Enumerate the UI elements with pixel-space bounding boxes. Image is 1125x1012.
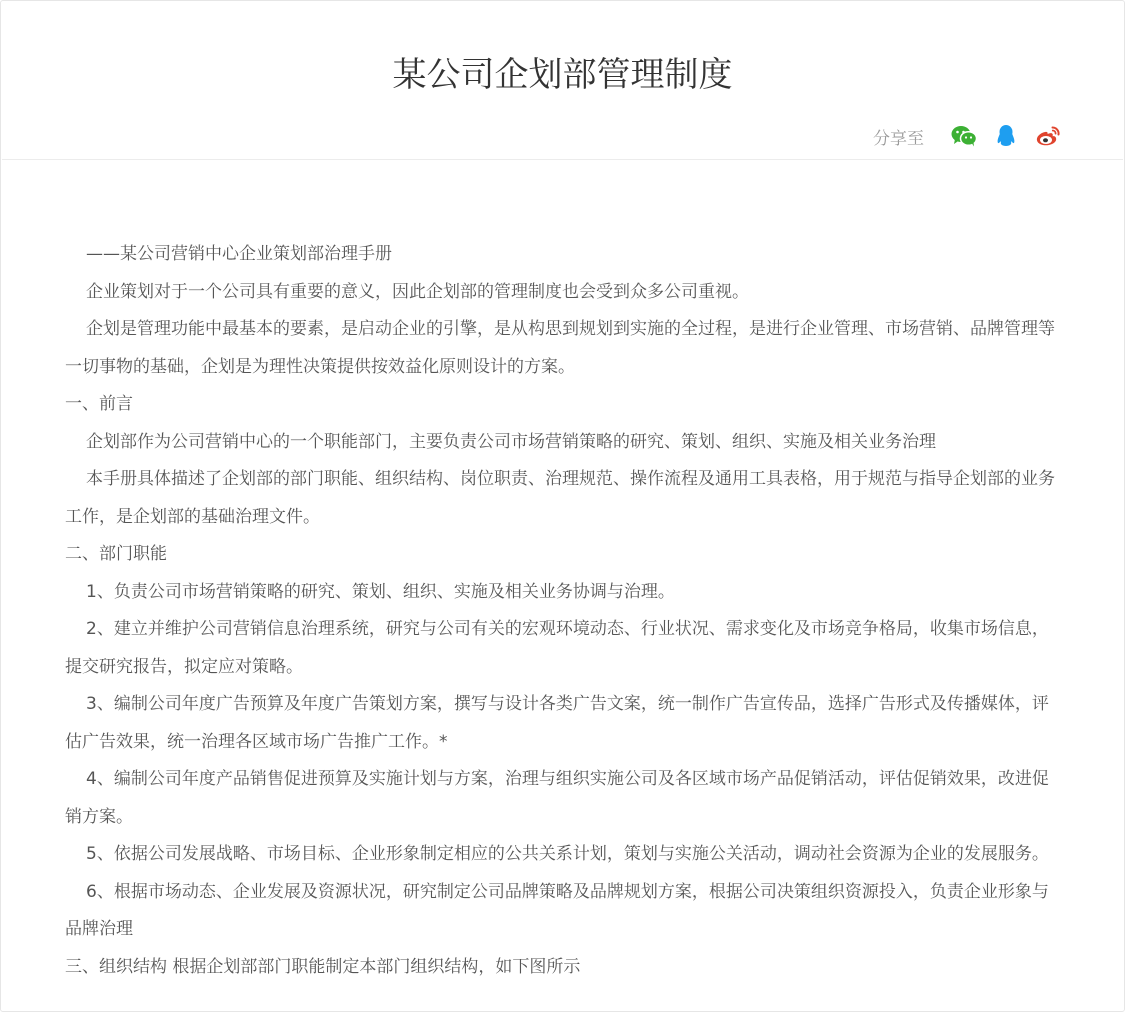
paragraph: 企业策划对于一个公司具有重要的意义，因此企划部的管理制度也会受到众多公司重视。 — [86, 281, 749, 302]
section-heading: 三、组织结构 根据企划部部门职能制定本部门组织结构，如下图所示 — [65, 956, 581, 977]
section-heading: 一、前言 — [65, 394, 133, 414]
paragraph: 本手册具体描述了企划部的部门职能、组织结构、岗位职责、治理规范、操作流程及通用工具表格，用于规范与指导企划部的业务工作，是企划部的基础治理文件。 — [65, 469, 1055, 527]
qq-icon[interactable] — [992, 122, 1020, 150]
paragraph: ——某公司营销中心企业策划部治理手册 — [86, 244, 392, 264]
list-item: 5、依据公司发展战略、市场目标、企业形象制定相应的公共关系计划，策划与实施公关活动，调动社会资源为企业的发展服务。 — [86, 844, 1049, 864]
wechat-icon[interactable] — [950, 122, 978, 150]
share-label: 分享至 — [873, 128, 924, 149]
list-item: 2、建立并维护公司营销信息治理系统，研究与公司有关的宏观环境动态、行业状况、需求变化及市场竞争格局，收集市场信息，提交研究报告，拟定应对策略。 — [65, 619, 1049, 677]
paragraph: 企划是管理功能中最基本的要素，是启动企业的引擎，是从构思到规划到实施的全过程，是进行企业管理、市场营销、品牌管理等一切事物的基础，企划是为理性决策提供按效益化原则设计的方案。 — [65, 319, 1055, 377]
page-title: 某公司企划部管理制度 — [392, 55, 733, 95]
list-item: 4、编制公司年度产品销售促进预算及实施计划与方案，治理与组织实施公司及各区域市场产品促销活动，评估促销效果，改进促销方案。 — [65, 769, 1049, 827]
article-body — [65, 236, 1061, 986]
weibo-icon[interactable] — [1034, 122, 1062, 150]
paragraph: 企划部作为公司营销中心的一个职能部门，主要负责公司市场营销策略的研究、策划、组织、实施及相关业务治理 — [86, 431, 936, 452]
header-divider — [2, 159, 1123, 160]
section-heading: 二、部门职能 — [65, 544, 167, 564]
share-bar — [873, 121, 1062, 151]
list-item: 6、根据市场动态、企业发展及资源状况，研究制定公司品牌策略及品牌规划方案，根据公司决策组织资源投入，负责企业形象与品牌治理 — [65, 881, 1049, 939]
list-item: 1、负责公司市场营销策略的研究、策划、组织、实施及相关业务协调与治理。 — [86, 581, 675, 602]
list-item: 3、编制公司年度广告预算及年度广告策划方案，撰写与设计各类广告文案，统一制作广告宣传品，选择广告形式及传播媒体，评估广告效果，统一治理各区域市场广告推广工作。* — [65, 694, 1049, 752]
